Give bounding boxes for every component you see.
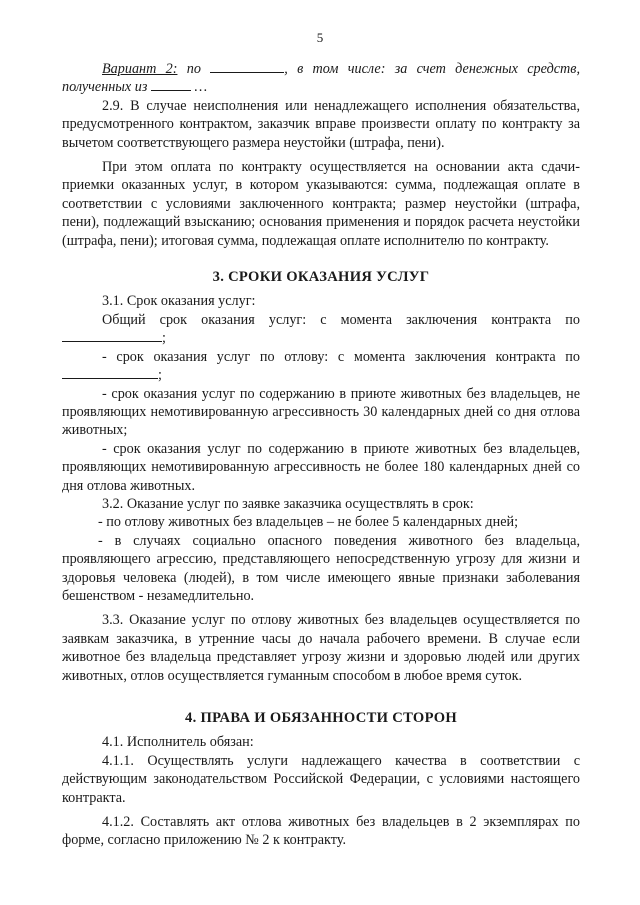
general-term-end: ;	[162, 330, 166, 347]
page-content	[62, 60, 580, 850]
paragraph-4-1-2: 4.1.2. Составлять акт отлова животных без владельцев в 2 экземплярах по форме, согласно приложению № 2 к контракту.	[62, 814, 580, 849]
paragraph-3-2: 3.2. Оказание услуг по заявке заказчика осуществлять в срок:	[102, 495, 474, 512]
variant-2-line	[62, 60, 580, 97]
variant-label: Вариант 2:	[102, 61, 178, 77]
general-term-text: Общий срок оказания услуг: с момента заключения контракта по	[102, 311, 580, 328]
capture-term-blank	[62, 366, 158, 379]
variant-end: …	[190, 79, 208, 96]
variant-tail: , в том числе: за счет денежных средств, полученных из	[62, 61, 581, 96]
paragraph-keep-aggressive: - срок оказания услуг по содержанию в приюте животных без владельцев, проявляющих немотивированную агрессивность не более 180 календарных дней со дня отлова животных.	[62, 440, 580, 494]
variant-po: по	[177, 61, 211, 77]
paragraph-payment: При этом оплата по контракту осуществляется на основании акта сдачи-приемки оказанных услуг, в котором указываются: сумма, подлежащая оплате в соответствии с условиями заключенного контракта; размер неустойки (штрафа, пени), подлежащий взысканию; основания применения и порядок расчета неустойки (штрафа, пени); итоговая сумма, подлежащая оплате исполнителю по контракту.	[62, 159, 580, 249]
paragraph-4-1-1: 4.1.1. Осуществлять услуги надлежащего качества в соответствии с действующим законодательством Российской Федерации, с условиями настоящего контракта.	[62, 752, 580, 806]
capture-term-text: - срок оказания услуг по отлову: с момента заключения контракта по	[102, 348, 580, 365]
paragraph-3-1: 3.1. Срок оказания услуг:	[102, 293, 256, 310]
section-3-title: 3. СРОКИ ОКАЗАНИЯ УСЛУГ	[212, 269, 430, 286]
paragraph-4-1: 4.1. Исполнитель обязан:	[102, 734, 254, 751]
paragraph-2-9: 2.9. В случае неисполнения или ненадлежащего исполнения обязательства, предусмотренного контрактом, заказчик вправе произвести оплату по контракту за вычетом соответствующего размера неустойки (штрафа, пени).	[62, 97, 580, 151]
variant-blank-1	[210, 60, 284, 73]
section-4-title: 4. ПРАВА И ОБЯЗАННОСТИ СТОРОН	[185, 710, 457, 726]
paragraph-3-3: 3.3. Оказание услуг по отлову животных без владельцев осуществляется по заявкам заказчика, в утренние часы до начала рабочего времени. В случае если животное без владельца представляет угрозу жизни и здоровью людей или других животных, отлов осуществляется гуманным способом в любое время суток.	[62, 612, 580, 684]
paragraph-3-2-a: - по отлову животных без владельцев – не более 5 календарных дней;	[98, 514, 519, 531]
paragraph-capture-term	[62, 348, 580, 385]
variant-blank-2	[151, 78, 191, 91]
paragraph-general-term	[62, 311, 580, 348]
general-term-blank	[62, 329, 162, 342]
paragraph-3-2-b: - в случаях социально опасного поведения животного без владельца, проявляющего агрессию, представляющего непосредственную угрозу для жизни и здоровья человека (людей), в том числе имеющего явные признаки заболевания бешенством - незамедлительно.	[62, 532, 580, 604]
paragraph-keep-non-aggressive: - срок оказания услуг по содержанию в приюте животных без владельцев, не проявляющих немотивированную агрессивность 30 календарных дней со дня отлова животных;	[62, 385, 580, 439]
page-number: 5	[316, 30, 324, 45]
capture-term-end: ;	[158, 367, 162, 384]
